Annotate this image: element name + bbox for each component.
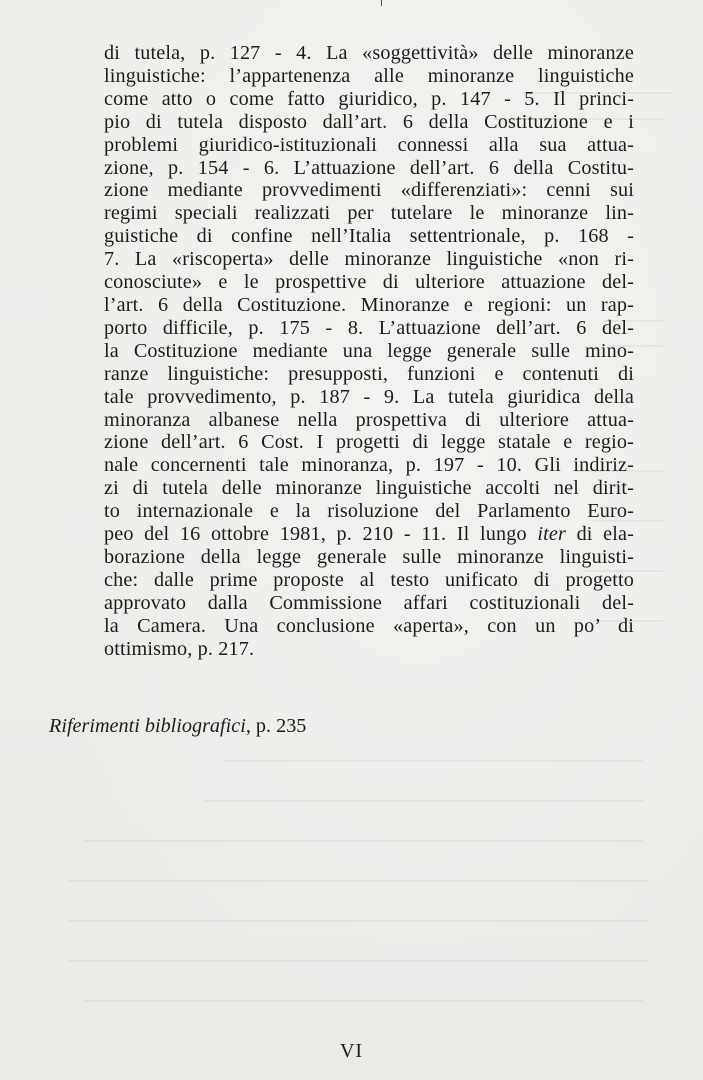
italic-term: iter <box>537 523 566 546</box>
text-line: nale concernenti tale minoranza, p. 197 - 10. Gli indiriz- <box>104 454 634 477</box>
text-line: peo del 16 ottobre 1981, p. 210 - 11. Il lungo iter di ela- <box>104 523 634 546</box>
table-of-contents-paragraph <box>104 42 634 660</box>
page-mark <box>381 0 382 6</box>
references-entry <box>49 714 306 738</box>
text-line: pio di tutela disposto dall’art. 6 della Costituzione e i <box>104 110 634 133</box>
text-line: di tutela, p. 127 - 4. La «soggettività» delle minoranze <box>104 42 634 64</box>
text-line: conosciute» e le prospettive di ulteriore attuazione del- <box>104 271 634 294</box>
text-line: zione mediante provvedimenti «differenziati»: cenni sui <box>104 179 634 202</box>
text-line: zi di tutela delle minoranze linguistiche accolti nel dirit- <box>104 477 634 500</box>
text-line: tale provvedimento, p. 187 - 9. La tutela giuridica della <box>104 385 634 408</box>
references-page: , p. 235 <box>245 715 307 737</box>
page-number: VI <box>339 1040 364 1062</box>
text-line: la Costituzione mediante una legge generale sulle mino- <box>104 339 634 362</box>
text-line: porto difficile, p. 175 - 8. L’attuazione dell’art. 6 del- <box>104 316 634 339</box>
text-line: minoranza albanese nella prospettiva di ulteriore attua- <box>104 408 634 431</box>
text-line: regimi speciali realizzati per tutelare le minoranze lin- <box>104 202 634 225</box>
text-line: linguistiche: l’appartenenza alle minoranze linguistiche <box>104 64 634 87</box>
text-line: ranze linguistiche: presupposti, funzioni e contenuti di <box>104 362 634 385</box>
text-line: guistiche di confine nell’Italia settentrionale, p. 168 - <box>104 225 634 248</box>
text-line: zione dell’art. 6 Cost. I progetti di legge statale e regio- <box>104 431 634 454</box>
text-line: approvato dalla Commissione affari costituzionali del- <box>104 591 634 614</box>
text-line: ottimismo, p. 217. <box>104 637 255 660</box>
text-line: che: dalle prime proposte al testo unificato di progetto <box>104 568 634 591</box>
text-line: come atto o come fatto giuridico, p. 147 - 5. Il princi- <box>104 87 634 110</box>
text-line: l’art. 6 della Costituzione. Minoranze e regioni: un rap- <box>104 293 634 316</box>
references-label: Riferimenti bibliografici <box>49 715 246 737</box>
text-line: to internazionale e la risoluzione del Parlamento Euro- <box>104 500 634 523</box>
text-line: la Camera. Una conclusione «aperta», con un po’ di <box>104 614 634 637</box>
text-line: borazione della legge generale sulle minoranze linguisti- <box>104 545 634 568</box>
text-line: problemi giuridico-istituzionali connessi alla sua attua- <box>104 133 634 156</box>
text-line: zione, p. 154 - 6. L’attuazione dell’art. 6 della Costitu- <box>104 156 634 179</box>
text-line: 7. La «riscoperta» delle minoranze linguistiche «non ri- <box>104 248 634 271</box>
